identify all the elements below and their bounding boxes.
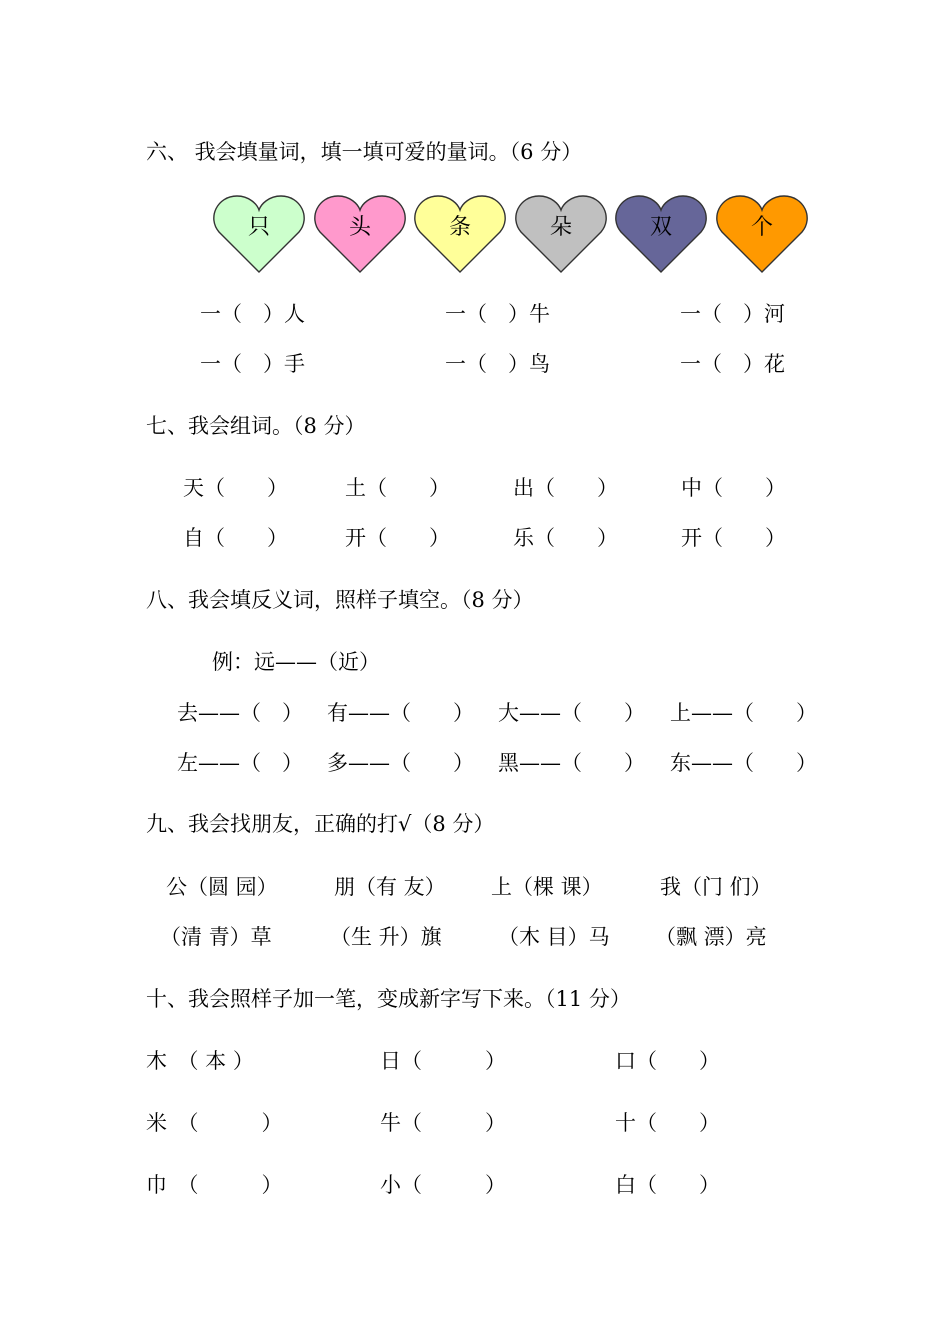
heart-char: 头 [348, 215, 371, 240]
heart-char: 条 [448, 215, 471, 240]
s7-r2-c1: 自（ ） [183, 526, 288, 550]
s10-r3-c1: 巾 （ ） [146, 1173, 283, 1197]
heart-5 [615, 192, 707, 276]
s7-r1-c3: 出（ ） [513, 476, 618, 500]
s7-r1-c2: 土（ ） [345, 476, 450, 500]
section-9-title: 九、我会找朋友，正确的打√（8 分） [146, 812, 495, 836]
section-6-title: 六、 我会填量词，填一填可爱的量词。（6 分） [146, 140, 583, 164]
heart-3 [414, 192, 506, 276]
heart-char: 朵 [549, 215, 572, 240]
s9-r1-c1: 公（圆 园） [166, 875, 278, 899]
s6-r2-c2: 一（ ）鸟 [445, 352, 550, 376]
s10-r3-c2: 小（ ） [380, 1173, 506, 1197]
section-7-title: 七、我会组词。（8 分） [146, 414, 366, 438]
s7-r1-c1: 天（ ） [183, 476, 288, 500]
s9-r2-c1: （清 青）草 [160, 925, 272, 949]
s8-r2-c3: 黑——（ ） [498, 751, 645, 775]
section-10-title: 十、我会照样子加一笔，变成新字写下来。（11 分） [146, 987, 631, 1011]
s8-r1-c2: 有——（ ） [327, 701, 474, 725]
s8-r2-c2: 多——（ ） [327, 751, 474, 775]
section-8-title: 八、我会填反义词，照样子填空。（8 分） [146, 588, 534, 612]
s6-r1-c3: 一（ ）河 [680, 302, 785, 326]
s7-r2-c3: 乐（ ） [513, 526, 618, 550]
s10-r1-c2: 日（ ） [380, 1049, 506, 1073]
s10-r1-c1: 木 （ 本 ） [146, 1049, 254, 1073]
heart-char: 双 [649, 215, 672, 240]
s9-r2-c4: （飘 漂）亮 [655, 925, 767, 949]
s8-r2-c1: 左——（ ） [177, 751, 303, 775]
heart-1 [213, 192, 305, 276]
s10-r1-c3: 口（ ） [615, 1049, 720, 1073]
heart-6 [716, 192, 808, 276]
s8-r1-c4: 上——（ ） [670, 701, 817, 725]
s6-r2-c1: 一（ ）手 [200, 352, 305, 376]
s9-r1-c4: 我（门 们） [660, 875, 772, 899]
s9-r2-c2: （生 升）旗 [330, 925, 442, 949]
s8-r1-c3: 大——（ ） [498, 701, 645, 725]
s9-r1-c2: 朋（有 友） [334, 875, 446, 899]
s6-r1-c1: 一（ ）人 [200, 302, 305, 326]
s7-r2-c2: 开（ ） [345, 526, 450, 550]
s10-r2-c3: 十（ ） [615, 1111, 720, 1135]
heart-2 [314, 192, 406, 276]
s9-r2-c3: （木 目）马 [498, 925, 610, 949]
heart-char: 个 [750, 215, 773, 240]
s8-r1-c1: 去——（ ） [177, 701, 303, 725]
heart-char: 只 [247, 215, 270, 240]
s6-r2-c3: 一（ ）花 [680, 352, 785, 376]
heart-4 [515, 192, 607, 276]
s10-r2-c2: 牛（ ） [380, 1111, 506, 1135]
s7-r1-c4: 中（ ） [681, 476, 786, 500]
s8-example: 例：远——（近） [212, 650, 380, 674]
s6-r1-c2: 一（ ）牛 [445, 302, 550, 326]
s10-r2-c1: 米 （ ） [146, 1111, 283, 1135]
s8-r2-c4: 东——（ ） [670, 751, 817, 775]
s9-r1-c3: 上（棵 课） [491, 875, 603, 899]
s7-r2-c4: 开（ ） [681, 526, 786, 550]
s10-r3-c3: 白（ ） [615, 1173, 720, 1197]
